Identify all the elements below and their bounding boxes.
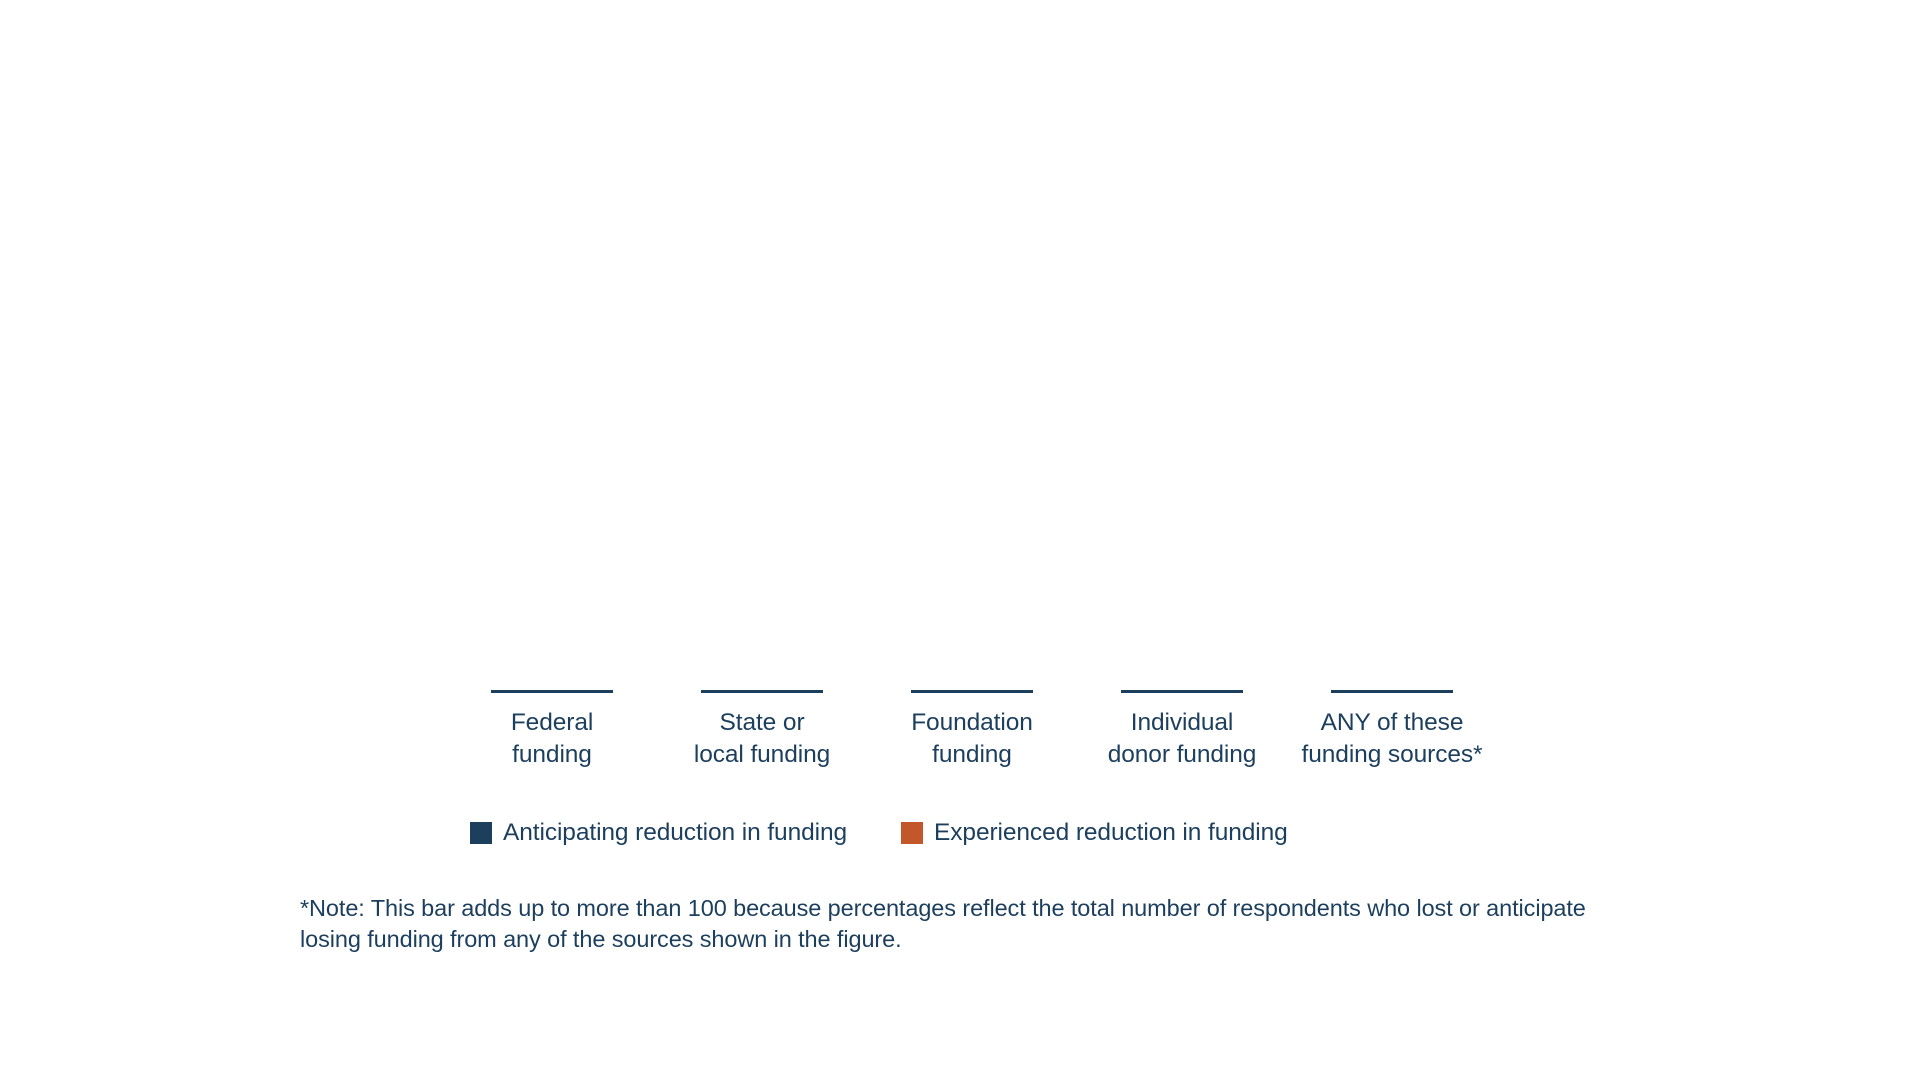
bar-group bbox=[1105, 40, 1275, 700]
bar-group bbox=[670, 40, 840, 700]
legend-swatch-icon bbox=[470, 822, 492, 844]
category-individual-donor-funding bbox=[1082, 690, 1282, 771]
category-axis bbox=[452, 690, 1492, 771]
category-any-of-these-funding-sources bbox=[1292, 690, 1492, 771]
legend-swatch-icon bbox=[901, 822, 923, 844]
bar-group bbox=[452, 40, 622, 700]
category-state-or-local-funding bbox=[662, 690, 862, 771]
category-label-line: donor funding bbox=[1107, 741, 1257, 768]
legend-item-experienced[interactable] bbox=[901, 818, 1288, 848]
category-rule bbox=[1121, 690, 1243, 693]
category-rule bbox=[491, 690, 613, 693]
legend-label: Experienced reduction in funding bbox=[934, 819, 1288, 846]
bar-group bbox=[887, 40, 1057, 700]
category-rule bbox=[701, 690, 823, 693]
category-label bbox=[1292, 707, 1492, 771]
category-label bbox=[452, 707, 652, 771]
category-label-line: State or bbox=[719, 709, 805, 736]
legend-label: Anticipating reduction in funding bbox=[503, 819, 848, 846]
bar-group bbox=[1322, 40, 1492, 700]
chart-legend bbox=[470, 818, 1342, 848]
category-federal-funding bbox=[452, 690, 652, 771]
category-label bbox=[872, 707, 1072, 771]
category-label bbox=[1082, 707, 1282, 771]
category-label bbox=[662, 707, 862, 771]
bar-groups bbox=[452, 40, 1492, 700]
category-label-line: local funding bbox=[693, 741, 831, 768]
category-rule bbox=[1331, 690, 1453, 693]
plot-area bbox=[452, 40, 1492, 700]
category-label-line: funding bbox=[512, 741, 592, 768]
category-label-line: Federal bbox=[510, 709, 594, 736]
category-label-line: funding sources* bbox=[1301, 741, 1483, 768]
category-label-line: funding bbox=[932, 741, 1012, 768]
chart-footnote: *Note: This bar adds up to more than 100 because percentages reflect the total number of respondents who lost or anticipate losing funding from any of the sources shown in the figure. bbox=[300, 895, 1586, 952]
category-rule bbox=[911, 690, 1033, 693]
legend-item-anticipating[interactable] bbox=[470, 818, 847, 848]
category-label-line: Individual bbox=[1130, 709, 1234, 736]
category-label-line: ANY of these bbox=[1320, 709, 1464, 736]
category-label-line: Foundation bbox=[911, 709, 1033, 736]
category-foundation-funding bbox=[872, 690, 1072, 771]
